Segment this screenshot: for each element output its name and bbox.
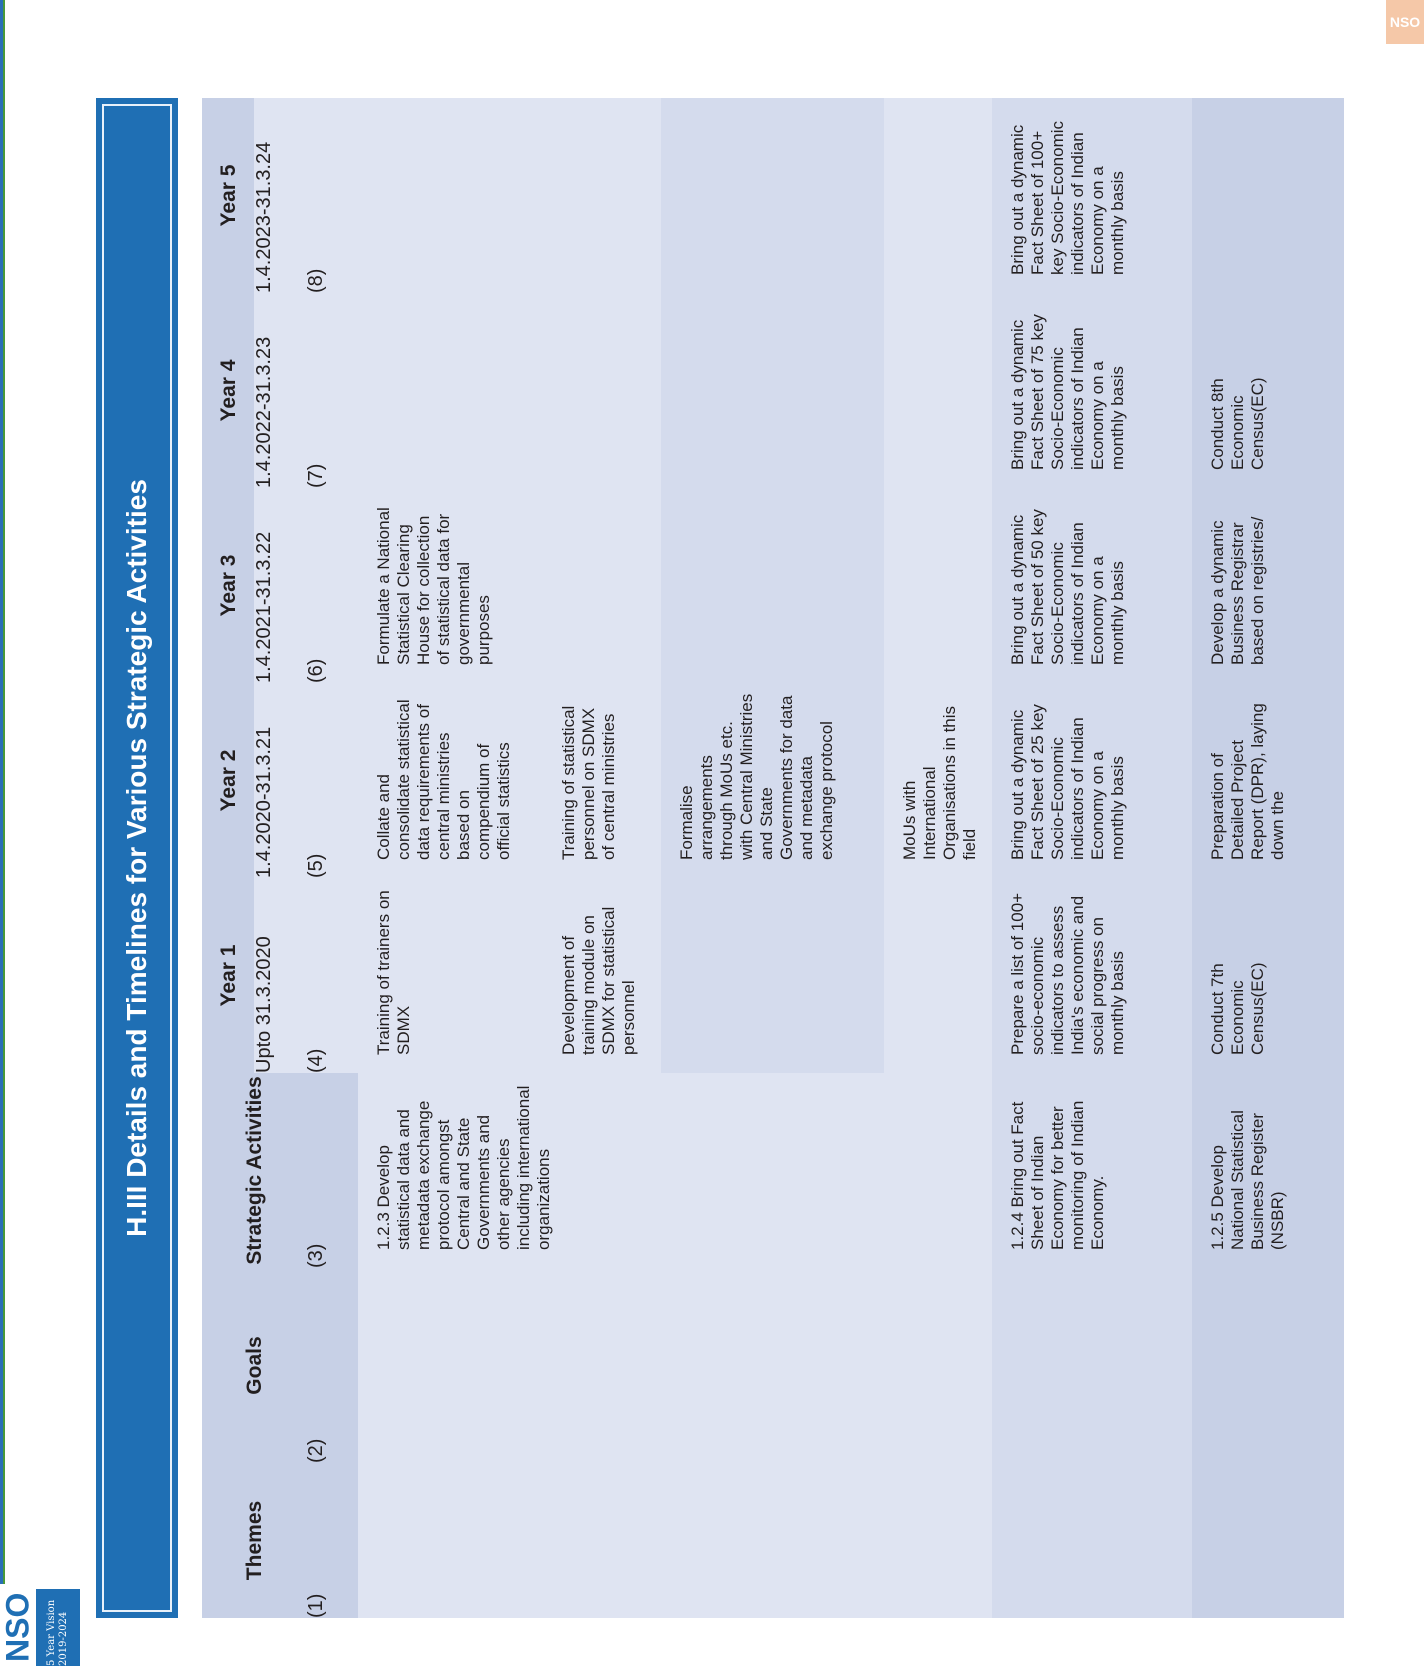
header-themes: Themes (202, 1463, 306, 1618)
cell-year3: Develop a dynamic Business Registrar based on registries/ (1192, 488, 1344, 683)
header-year5: Year 5 (202, 98, 254, 293)
cell-year3: Bring out a dynamic Fact Sheet of 50 key Socio-Economic indicators of Indian Economy on a monthly basis (992, 488, 1192, 683)
header-year3: Year 3 (202, 488, 254, 683)
cell-year5: Bring out a dynamic Fact Sheet of 100+ key Socio-Economic indicators of Indian Economy on a monthly basis (992, 98, 1192, 293)
nso-logo-text: NSO (0, 1592, 36, 1663)
cell-goal (1192, 1268, 1344, 1463)
cell-year1: Development of training module on SDMX for statistical personnel (543, 878, 661, 1073)
cell-year2: Formalise arrangements through MoUs etc. with Central Ministries and State Governments for data and metadata exchange protocol (661, 683, 884, 878)
col-number: (8) (306, 98, 358, 293)
page-title: H.III Details and Timelines for Various Strategic Activities (102, 104, 172, 1612)
cell-year4 (884, 293, 992, 488)
cell-year2: Preparation of Detailed Project Report (DPR), laying down the (1192, 683, 1344, 878)
cell-year1: Conduct 7th Economic Census(EC) (1192, 878, 1344, 1073)
cell-theme (358, 1463, 992, 1618)
cell-year4: Bring out a dynamic Fact Sheet of 75 key Socio-Economic indicators of Indian Economy on a monthly basis (992, 293, 1192, 488)
cell-year1 (661, 878, 884, 1073)
cell-year1 (884, 878, 992, 1073)
table-row (358, 98, 543, 1618)
table-row (1192, 98, 1344, 1618)
cell-theme (1192, 1463, 1344, 1618)
cell-year3 (884, 488, 992, 683)
cell-year2: MoUs with International Organisations in this field (884, 683, 992, 878)
cell-theme (992, 1463, 1192, 1618)
cell-year2: Collate and consolidate statistical data requirements of central ministries based on compendium of official statistics (358, 683, 543, 878)
cell-year5 (358, 98, 543, 293)
strategic-activities-table (202, 98, 1344, 1618)
header-year4: Year 4 (202, 293, 254, 488)
cell-year4 (661, 293, 884, 488)
col-number: (5) (306, 683, 358, 878)
title-banner (96, 98, 178, 1618)
cell-year3: Formulate a National Statistical Clearing House for collection of statistical data for governmental purposes (358, 488, 543, 683)
col-number: (3) (306, 1073, 358, 1268)
cell-year5 (661, 98, 884, 293)
cell-activity: 1.2.3 Develop statistical data and metadata exchange protocol amongst Central and State Governments and other agencies including international organizations (358, 1073, 992, 1268)
cell-year2: Bring out a dynamic Fact Sheet of 25 key Socio-Economic indicators of Indian Economy on a monthly basis (992, 683, 1192, 878)
cell-year2: Training of statistical personnel on SDMX of central ministries (543, 683, 661, 878)
cell-activity: 1.2.5 Develop National Statistical Business Register (NSBR) (1192, 1073, 1344, 1268)
date-year5: 1.4.2023-31.3.24 (254, 98, 306, 293)
cell-year1: Training of trainers on SDMX (358, 878, 543, 1073)
col-number: (7) (306, 293, 358, 488)
col-number: (6) (306, 488, 358, 683)
col-number: (2) (306, 1268, 358, 1463)
date-year2: 1.4.2020-31.3.21 (254, 683, 306, 878)
cell-year5 (1192, 98, 1344, 293)
cell-year4: Conduct 8th Economic Census(EC) (1192, 293, 1344, 488)
date-year3: 1.4.2021-31.3.22 (254, 488, 306, 683)
cell-goal (358, 1268, 992, 1463)
cell-year5 (884, 98, 992, 293)
cell-year3 (661, 488, 884, 683)
cell-year1: Prepare a list of 100+ socio-economic indicators to assess India's economic and social progress on monthly basis (992, 878, 1192, 1073)
header-year1: Year 1 (202, 878, 254, 1073)
vision-tagline: 5 Year Vision 2019-2024 (36, 1589, 80, 1666)
cell-year4 (543, 293, 661, 488)
header-strategic-activities: Strategic Activities (202, 1073, 306, 1268)
cell-year4 (358, 293, 543, 488)
col-number: (1) (306, 1463, 358, 1618)
corner-logo-tag: NSO (1386, 0, 1424, 44)
cell-activity: 1.2.4 Bring out Fact Sheet of Indian Economy for better monitoring of Indian Economy. (992, 1073, 1192, 1268)
cell-year5 (543, 98, 661, 293)
date-year4: 1.4.2022-31.3.23 (254, 293, 306, 488)
table-row (992, 98, 1192, 1618)
header-goals: Goals (202, 1268, 306, 1463)
col-number: (4) (306, 878, 358, 1073)
cell-year3 (543, 488, 661, 683)
header-year2: Year 2 (202, 683, 254, 878)
date-year1: Upto 31.3.2020 (254, 878, 306, 1073)
cell-goal (992, 1268, 1192, 1463)
rotated-page (0, 82, 1424, 1666)
